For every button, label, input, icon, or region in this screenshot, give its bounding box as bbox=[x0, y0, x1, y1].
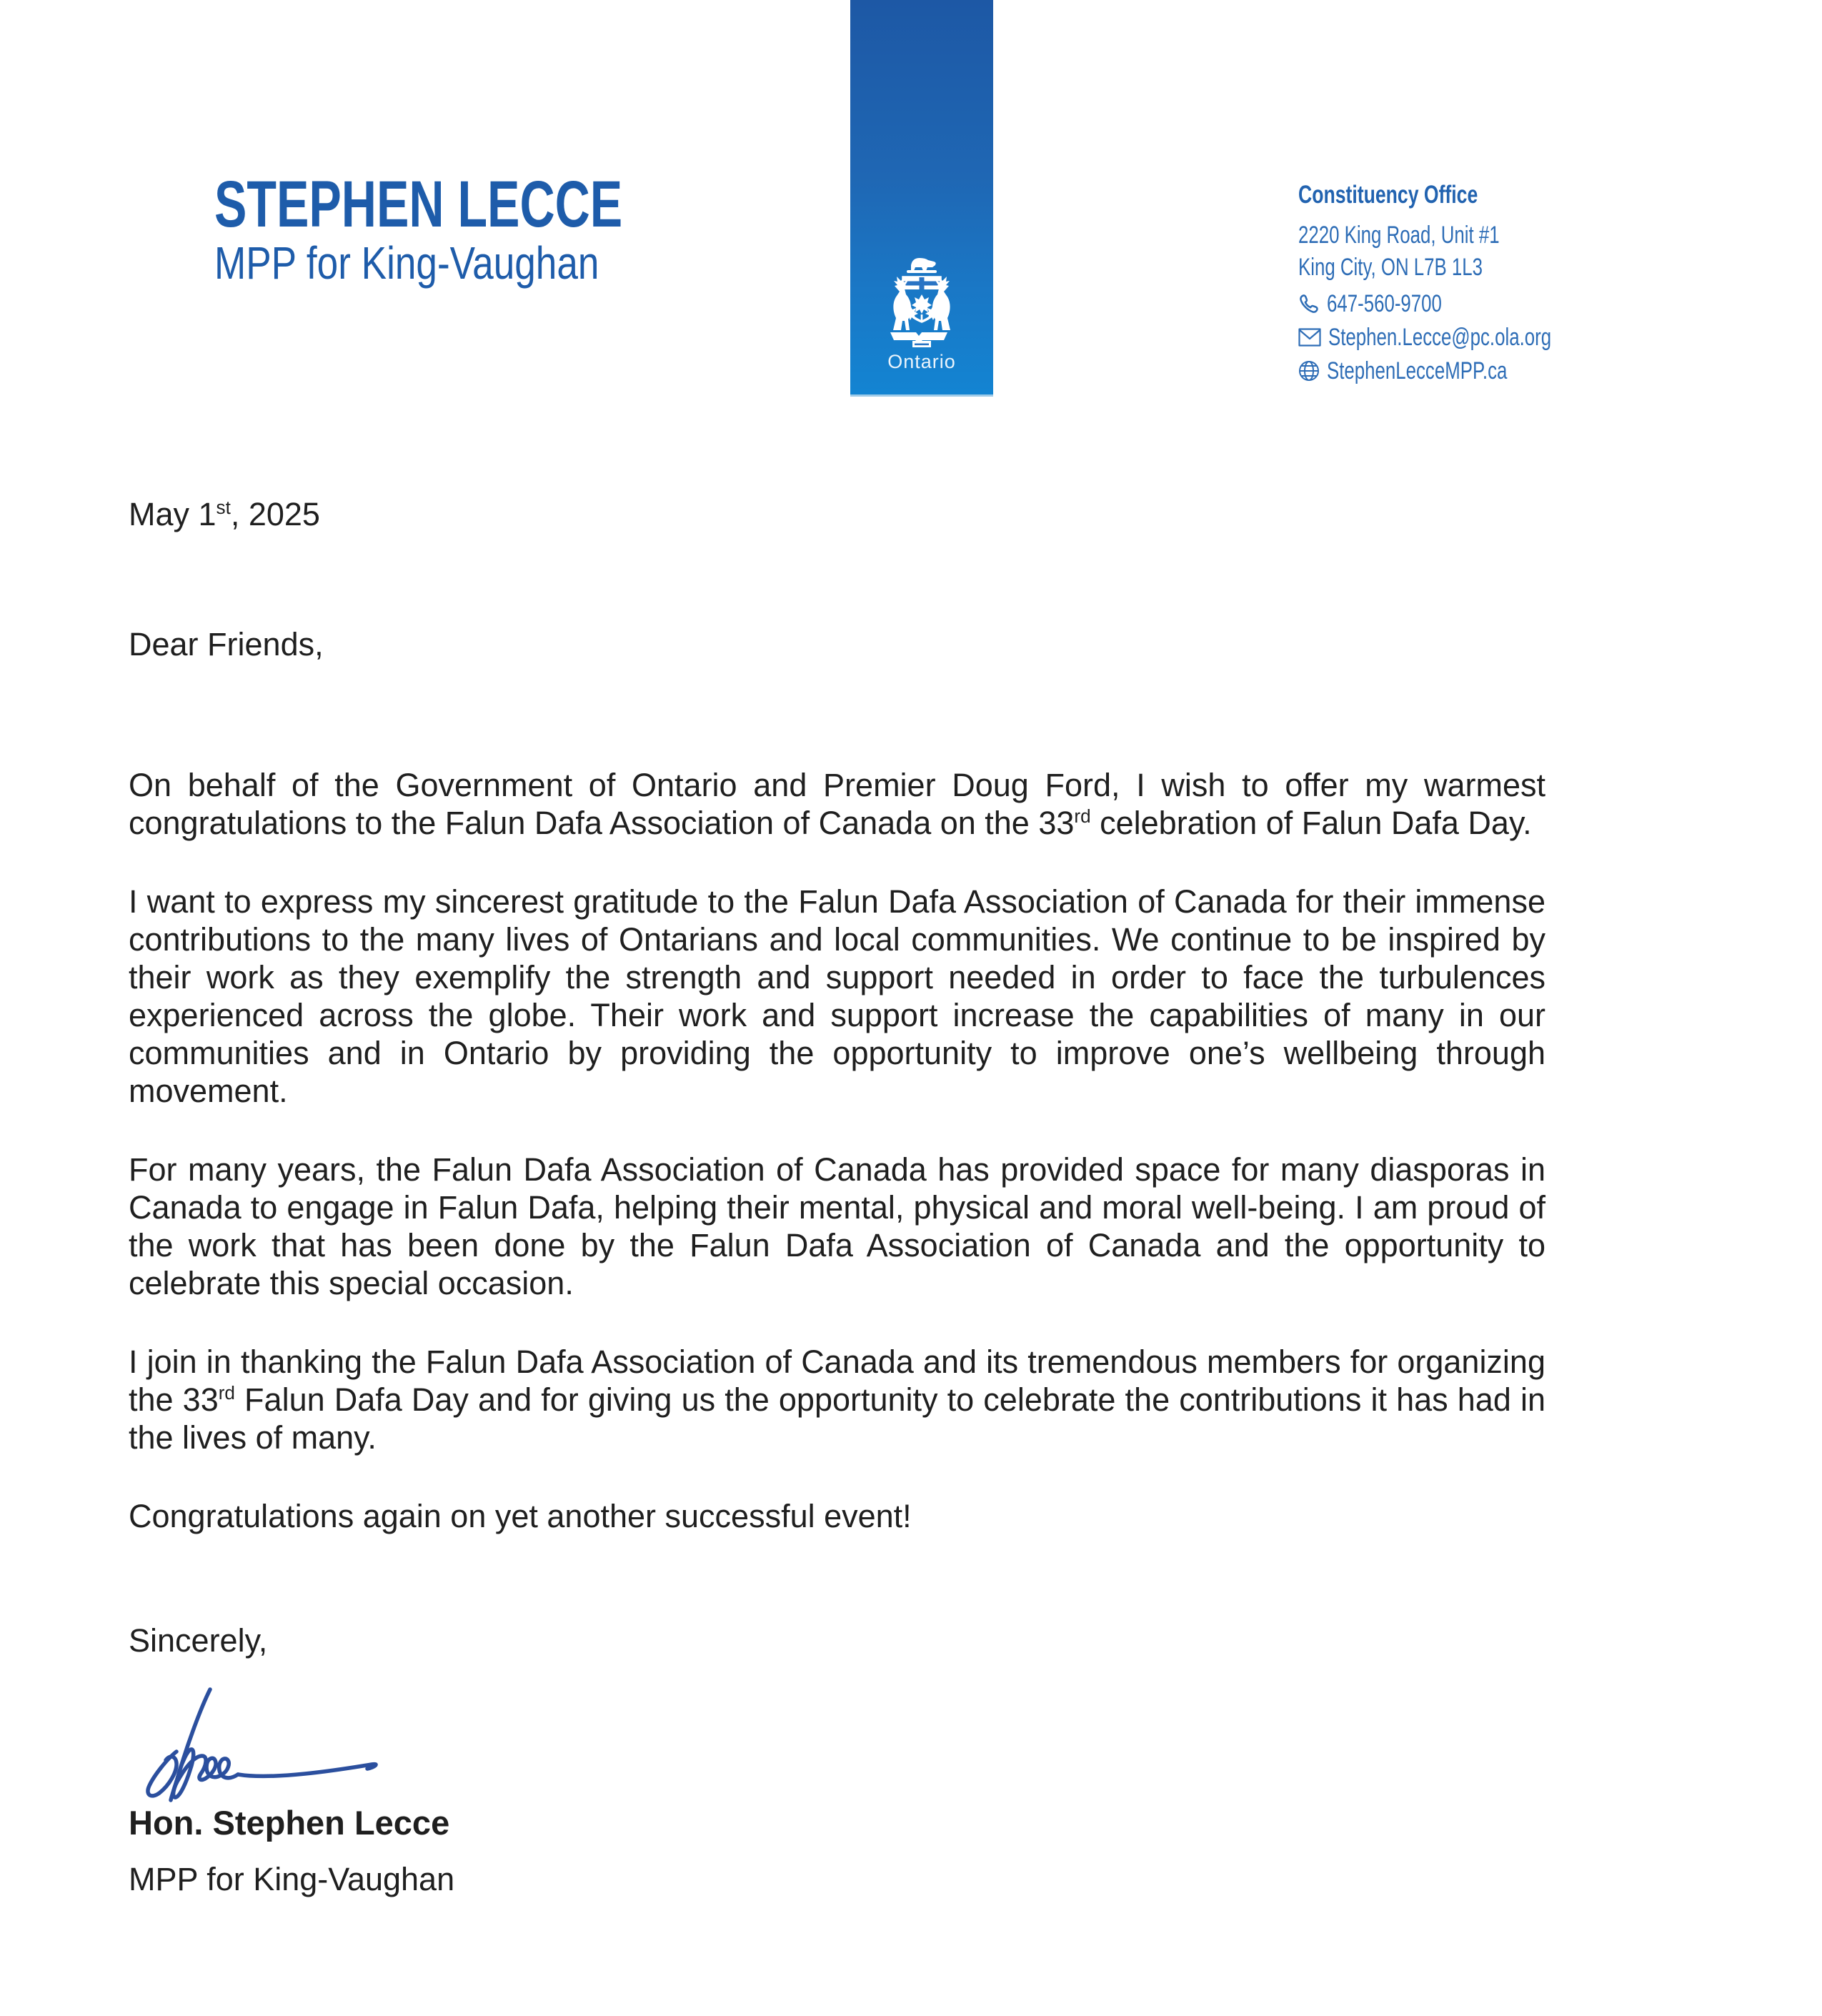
paragraph-3: For many years, the Falun Dafa Association of Canada has provided space for many diasporas in Canada to engage in Falun Dafa, helping their mental, physical and moral well-being. I am proud of the work that has been done by the Falun Dafa Association of Canada and the opportunity to celebrate this special occasion. bbox=[129, 1151, 1545, 1301]
ontario-banner bbox=[850, 0, 993, 397]
signatory-name: Hon. Stephen Lecce bbox=[129, 1804, 450, 1842]
constituency-office-heading: Constituency Office bbox=[1298, 181, 1478, 209]
closing: Sincerely, bbox=[129, 1622, 268, 1659]
letter-date: May 1st, 2025 bbox=[129, 496, 320, 532]
phone-row bbox=[1298, 290, 1478, 317]
paragraph-1: On behalf of the Government of Ontario and Premier Doug Ford, I wish to offer my warmest congratulations to the Falun Dafa Association of Canada on the 33rd celebration of Falun Dafa Day. bbox=[129, 767, 1545, 841]
globe-icon bbox=[1298, 360, 1320, 382]
paragraph-2: I want to express my sincerest gratitude to the Falun Dafa Association of Canada for their immense contributions to the many lives of Ontarians and local communities. We continue to be inspired by their work as they exemplify the strength and support needed in order to face the turbulences experienced across the globe. Their work and support increase the capabilities of many in our communities and in Ontario by providing the opportunity to improve one’s wellbeing through movement. bbox=[129, 883, 1545, 1109]
letter-body bbox=[129, 766, 1545, 1576]
salutation: Dear Friends, bbox=[129, 626, 324, 662]
phone-icon bbox=[1298, 293, 1320, 314]
paragraph-4: I join in thanking the Falun Dafa Association of Canada and its tremendous members for organizing the 33rd Falun Dafa Day and for giving us the opportunity to celebrate the contributions it has had in the lives of many. bbox=[129, 1344, 1545, 1456]
handwritten-signature-image bbox=[107, 1665, 414, 1812]
envelope-icon bbox=[1298, 328, 1321, 347]
address-line-1: 2220 King Road, Unit #1 bbox=[1298, 222, 1500, 249]
mpp-title-heading bbox=[214, 237, 678, 289]
ontario-wordmark: Ontario bbox=[887, 351, 956, 372]
mpp-name-heading bbox=[214, 168, 766, 241]
mpp-name-text: STEPHEN LECCE bbox=[214, 168, 623, 241]
email-row bbox=[1298, 324, 1622, 351]
mpp-title-text: MPP for King-Vaughan bbox=[214, 237, 599, 289]
email-address: Stephen.Lecce@pc.ola.org bbox=[1328, 324, 1552, 351]
paragraph-5: Congratulations again on yet another successful event! bbox=[129, 1498, 912, 1534]
signatory-title: MPP for King-Vaughan bbox=[129, 1861, 455, 1897]
ontario-coat-of-arms-icon bbox=[872, 249, 972, 356]
address-line-2: King City, ON L7B 1L3 bbox=[1298, 254, 1483, 281]
phone-number: 647-560-9700 bbox=[1327, 290, 1442, 317]
website-row bbox=[1298, 357, 1564, 384]
website-url: StephenLecceMPP.ca bbox=[1327, 357, 1508, 384]
